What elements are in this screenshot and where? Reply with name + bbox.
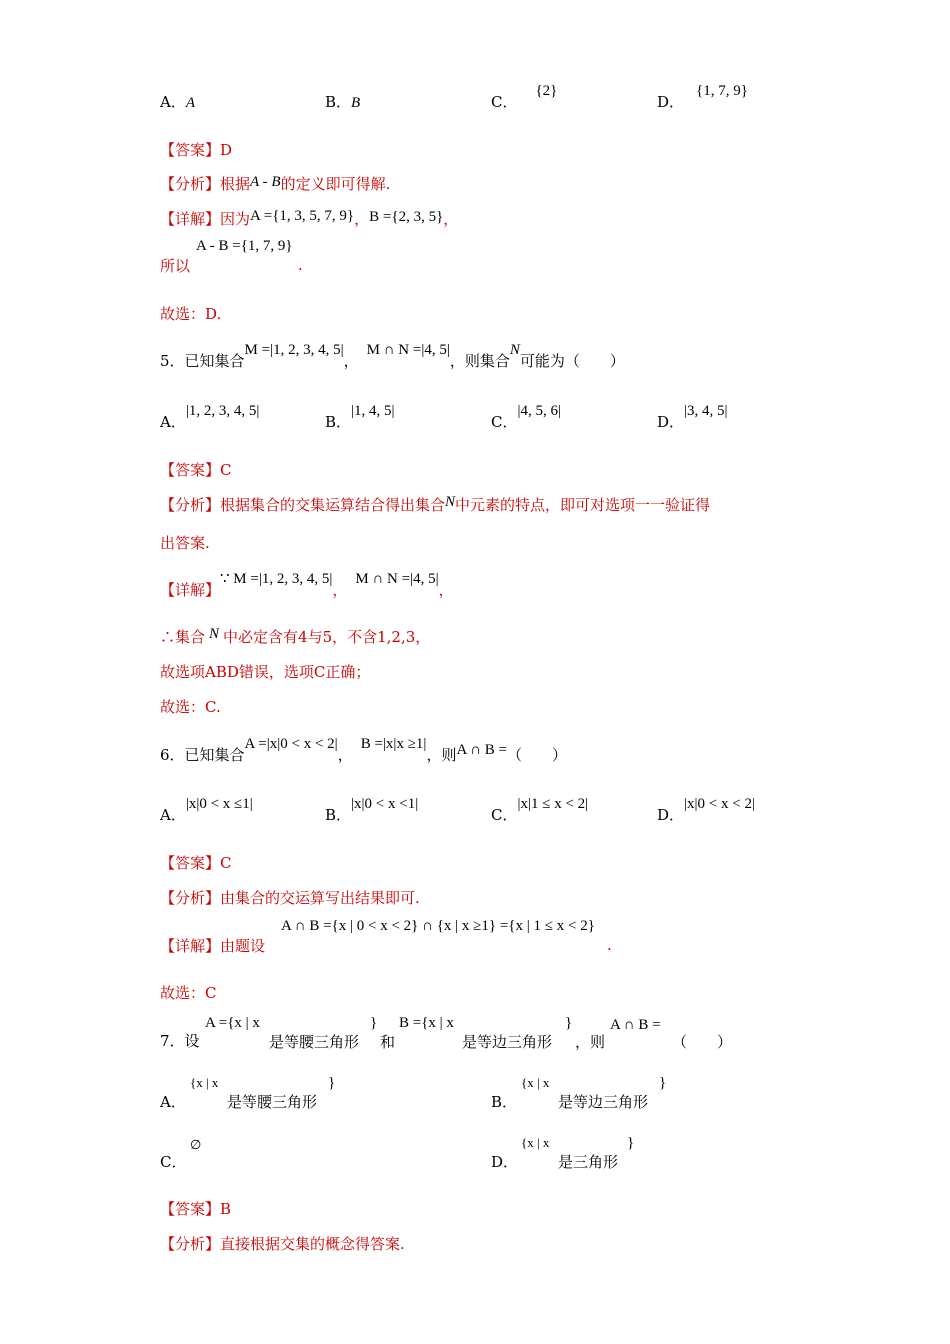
q6-detail-end: . <box>607 936 612 954</box>
q5-detail <box>160 571 454 601</box>
q4-detail <box>160 209 458 230</box>
q7-stem-math3: A ∩ B = <box>610 1017 661 1033</box>
q7-option-a-brace: } <box>328 1075 336 1091</box>
option-label: D． <box>657 93 685 111</box>
q7-option-d-brace: } <box>627 1135 635 1151</box>
q6-option-d <box>657 796 755 826</box>
detail-text: ∴集合 <box>160 628 206 646</box>
q5-analysis-line2: 出答案. <box>160 534 210 552</box>
option-label: C． <box>491 413 518 431</box>
q7-option-a-label: A． <box>160 1093 186 1111</box>
q4-option-a <box>160 92 195 113</box>
q7-option-d-label: D． <box>491 1153 519 1171</box>
q4-so-math: A - B ={1, 7, 9} <box>196 238 293 254</box>
math-expr: M =|1, 2, 3, 4, 5| <box>244 342 344 358</box>
detail-text: ， <box>354 210 370 228</box>
math-var: N <box>509 342 520 358</box>
q7-stem-mid: ，则 <box>575 1033 606 1051</box>
q6-option-b <box>325 796 419 826</box>
q7-option-b-brace: } <box>659 1075 667 1091</box>
q6-stem <box>160 736 568 766</box>
q7-option-c-math: ∅ <box>190 1137 202 1152</box>
q7-stem-brace2: } <box>565 1015 573 1031</box>
option-label: A． <box>160 93 186 111</box>
option-value: |4, 5, 6| <box>517 403 561 419</box>
q7-stem-brace1: } <box>370 1015 378 1031</box>
q7-stem-and: 和 <box>380 1033 396 1051</box>
option-label: C． <box>491 806 518 824</box>
math-expr: A - B <box>250 174 281 190</box>
q7-stem-text <box>160 1031 200 1051</box>
q6-option-c <box>491 796 589 826</box>
option-value: |x|0 < x ≤1| <box>185 796 253 812</box>
q7-option-c-label: C． <box>160 1153 187 1171</box>
option-value: |1, 4, 5| <box>351 403 395 419</box>
option-value: |x|0 < x <1| <box>351 796 419 812</box>
q4-option-d <box>657 83 748 113</box>
q4-choose: 故选：D. <box>160 305 222 323</box>
math-expr: M ∩ N =|4, 5| <box>355 571 439 587</box>
q5-stem <box>160 342 625 372</box>
stem-text: ，则 <box>426 746 457 764</box>
q7-stem-math2: B ={x | x <box>399 1015 454 1031</box>
detail-text: 【详解】 <box>160 581 221 599</box>
q5-option-c <box>491 403 561 433</box>
q4-analysis <box>160 174 390 195</box>
q5-answer: 【答案】C <box>160 461 232 479</box>
option-value: |x|0 < x < 2| <box>684 796 755 812</box>
q6-choose: 故选：C <box>160 984 217 1002</box>
q5-option-d <box>657 403 728 433</box>
option-value: |3, 4, 5| <box>684 403 728 419</box>
math-expr: M ∩ N =|4, 5| <box>366 342 450 358</box>
option-value: B <box>351 95 361 111</box>
q7-option-a-math: {x | x <box>190 1075 219 1090</box>
q5-option-a <box>160 403 260 433</box>
q7-option-b-math: {x | x <box>521 1075 550 1090</box>
analysis-text: 中元素的特点，即可对选项一一验证得 <box>455 496 711 514</box>
analysis-text: 的定义即可得解. <box>280 175 391 193</box>
option-label: D． <box>657 413 685 431</box>
option-value: {1, 7, 9} <box>696 83 748 99</box>
stem-text: 7．设 <box>160 1032 200 1050</box>
q6-detail-label: 【详解】由题设 <box>160 937 266 955</box>
q5-analysis <box>160 495 710 516</box>
stem-text: （ ） <box>507 746 568 764</box>
analysis-text: 【分析】根据集合的交集运算结合得出集合 <box>160 496 446 514</box>
option-value: {2} <box>535 83 558 99</box>
q4-answer: 【答案】D <box>160 141 233 159</box>
q7-option-d-math: {x | x <box>521 1135 550 1150</box>
detail-text: ， <box>438 581 454 599</box>
q7-stem-suffix: （ ） <box>672 1033 733 1051</box>
q7-stem-math1: A ={x | x <box>205 1015 260 1031</box>
math-expr: A =|x|0 < x < 2| <box>244 736 338 752</box>
q7-stem-text1: 是等腰三角形 <box>269 1033 360 1051</box>
detail-text: ， <box>443 210 459 228</box>
stem-text: ， <box>343 352 359 370</box>
option-label: A． <box>160 413 186 431</box>
q5-wrong: 故选项ABD错误，选项C正确； <box>160 663 371 681</box>
q5-therefore <box>160 627 430 648</box>
q7-answer: 【答案】B <box>160 1200 232 1218</box>
q7-analysis: 【分析】直接根据交集的概念得答案. <box>160 1235 405 1253</box>
analysis-text: 【分析】根据 <box>160 175 251 193</box>
q7-option-b-text: 是等边三角形 <box>558 1093 649 1111</box>
stem-text: ，则集合 <box>449 352 510 370</box>
option-label: B． <box>325 413 352 431</box>
q7-stem-text2: 是等边三角形 <box>462 1033 553 1051</box>
detail-text: 中必定含有4与5，不含1,2,3， <box>223 628 431 646</box>
option-label: B． <box>325 93 352 111</box>
option-value: A <box>185 95 196 111</box>
q7-option-b-label: B． <box>491 1093 518 1111</box>
math-expr: B ={2, 3, 5} <box>369 209 444 225</box>
q5-choose: 故选：C. <box>160 698 221 716</box>
q6-option-a <box>160 796 253 826</box>
option-value: |1, 2, 3, 4, 5| <box>185 403 260 419</box>
option-label: A． <box>160 806 186 824</box>
q6-answer: 【答案】C <box>160 854 232 872</box>
q7-option-d-text: 是三角形 <box>558 1153 619 1171</box>
stem-text: 可能为（ ） <box>519 352 625 370</box>
math-var: N <box>445 494 456 510</box>
q6-detail-math: A ∩ B ={x | 0 < x < 2} ∩ {x | x ≥1} ={x | 1 ≤ x < 2} <box>281 918 595 934</box>
option-label: D． <box>657 806 685 824</box>
math-var: N <box>209 626 220 642</box>
math-expr: ∵ M =|1, 2, 3, 4, 5| <box>220 571 333 587</box>
q4-so-end: . <box>298 256 303 274</box>
option-value: |x|1 ≤ x < 2| <box>517 796 589 812</box>
q6-analysis: 【分析】由集合的交运算写出结果即可. <box>160 889 420 907</box>
q7-option-a-text: 是等腰三角形 <box>227 1093 318 1111</box>
detail-text: 【详解】因为 <box>160 210 251 228</box>
math-expr: A ={1, 3, 5, 7, 9} <box>250 208 355 224</box>
option-label: B． <box>325 806 352 824</box>
stem-text: 5．已知集合 <box>160 352 245 370</box>
q4-option-c <box>491 83 558 113</box>
math-expr: B =|x|x ≥1| <box>360 736 427 752</box>
stem-text: ， <box>337 746 353 764</box>
detail-text: ， <box>332 581 348 599</box>
option-label: C． <box>491 93 518 111</box>
q4-option-b <box>325 92 360 113</box>
stem-text: 6．已知集合 <box>160 746 245 764</box>
q4-so-label: 所以 <box>160 257 191 275</box>
math-expr: A ∩ B = <box>456 742 508 758</box>
q5-option-b <box>325 403 395 433</box>
